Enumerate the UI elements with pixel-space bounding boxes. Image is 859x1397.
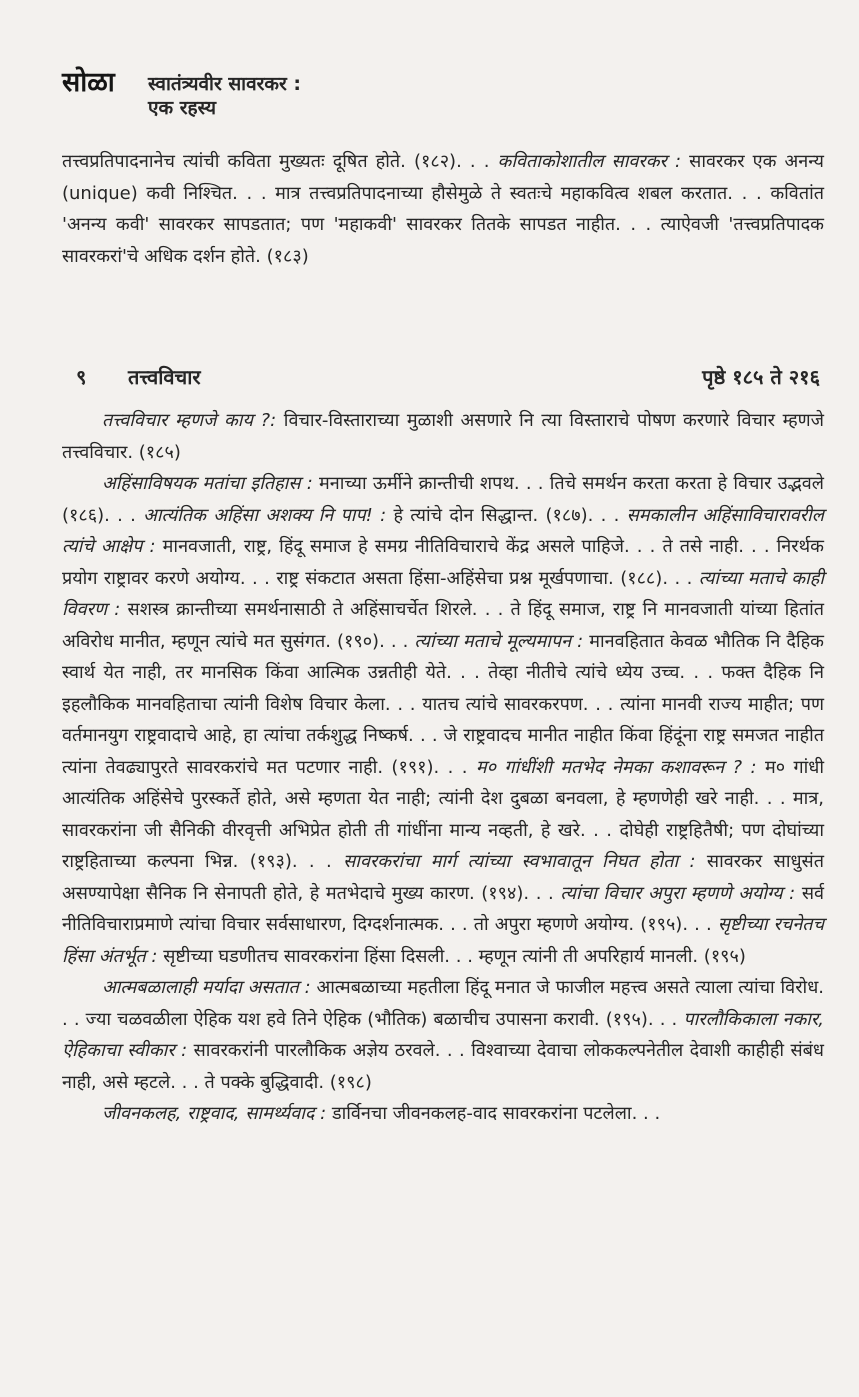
paragraph [62,972,824,1098]
section-title: तत्त्वविचार [128,365,201,389]
topic-heading-italic: अहिंसाविषयक मतांचा इतिहास : [102,473,313,494]
paragraph-run: सशस्त्र क्रान्तीच्या समर्थनासाठी ते अहिंसाचर्चेत शिरले. . . ते हिंदू समाज, राष्ट्र नि मानवजाती यांच्या हितांत अविरोध मानीत, म्हणून त्यांचे मत सुसंगत. (१९०). . . [62,599,824,652]
topic-heading-italic: आत्यंतिक अहिंसा अशक्य नि पाप! : [143,504,387,526]
topic-heading-italic: समकालीन अहिंसाविचारावरील त्यांचे आक्षेप : [62,504,824,557]
section-body [62,405,824,1130]
paragraph-run: म० गांधी आत्यंतिक अहिंसेचे पुरस्कर्ते होते, असे म्हणता येत नाही; त्यांनी देश दुबळा बनवला, हे म्हणणेही खरे नाही. . . मात्र, सावरकरांना जी सैनिकी वीरवृत्ती अभिप्रेत होती ती गांधींना मान्य नव्हती, हे खरे. . . दोघेही राष्ट्रहितैषी; पण दोघांच्या राष्ट्रहिताच्या कल्पना भिन्न. (१९३). . . [62,756,824,872]
topic-heading-italic: आत्मबळालाही मर्यादा असतात : [102,977,311,998]
paragraph [62,1098,824,1130]
paragraph-run: आत्मबळाच्या महतीला हिंदू मनात जे फाजील महत्त्व असते त्याला त्यांचा विरोध. . . ज्या चळवळीला ऐहिक यश हवे तिने ऐहिक (भौतिक) बळाचीच उपासना करावी. (१९५). . . [62,977,825,1030]
chapter-title-line-1: स्वातंत्र्यवीर सावरकर : [148,73,302,95]
intro-paragraph [62,146,824,272]
chapter-heading [62,62,302,119]
topic-heading-italic: तत्त्वविचार म्हणजे काय ?: [102,410,277,431]
topic-heading-italic: त्यांच्या मताचे काही विवरण : [62,567,824,620]
paragraph-run: सर्व नीतिविचाराप्रमाणे त्यांचा विचार सर्वसाधारण, दिग्दर्शनात्मक. . . तो अपुरा म्हणणे अयोग्य. (१९५). . . [62,882,824,935]
topic-heading-italic: सृष्टीच्या रचनेतच हिंसा अंतर्भूत : [62,914,824,967]
paragraph-run: विचार-विस्ताराच्या मुळाशी असणारे नि त्या विस्ताराचे पोषण करणारे विचार म्हणजे तत्त्वविचार. (१८५) [62,410,825,463]
intro-run: सावरकर एक अनन्य (unique) कवी निश्चित. . . मात्र तत्त्वप्रतिपादनाच्या हौसेमुळे ते स्वतःचे महाकवित्व शबल करतात. . . कवितांत 'अनन्य कवी' सावरकर सापडतात; पण 'महाकवी' सावरकर तितके सापडत नाहीत. . . त्याऐवजी 'तत्त्वप्रतिपादक सावरकरां'चे अधिक दर्शन होते. (१८३) [62,151,824,267]
paragraph [62,405,824,468]
section-page-range: पृष्ठे १८५ ते २१६ [702,365,820,389]
topic-heading-italic: जीवनकलह, राष्ट्रवाद, सामर्थ्यवाद : [102,1103,327,1124]
paragraph-run: हे त्यांचे दोन सिद्धान्त. (१८७). . . [386,504,627,526]
topic-heading-italic: सावरकरांचा मार्ग त्यांच्या स्वभावातून निघत होता : [343,851,696,872]
paragraph-run: मनाच्या ऊर्मीने क्रान्तीची शपथ. . . तिचे समर्थन करता करता हे विचार उद्भवले (१८६). . . [62,473,824,526]
topic-heading-italic: त्यांचा विचार अपुरा म्हणणे अयोग्य : [560,882,796,904]
paragraph [62,468,824,972]
paragraph-run: डार्विनचा जीवनकलह-वाद सावरकरांना पटलेला. . . [326,1103,661,1124]
paragraph-run: सृष्टीच्या घडणीतच सावरकरांना हिंसा दिसली. . . म्हणून त्यांनी ती अपरिहार्य मानली. (१९५) [157,945,746,967]
topic-heading-italic: त्यांच्या मताचे मूल्यमापन : [414,630,584,652]
chapter-title-line-2: एक रहस्य [148,97,216,119]
chapter-number: सोळा [62,67,115,98]
paragraph-run: सावरकर साधुसंत असण्यापेक्षा सैनिक नि सेनापती होते, हे मतभेदाचे मुख्य कारण. (१९४). . . [62,851,824,904]
section-number: ९ [76,365,87,389]
topic-heading-italic: पारलौकिकाला नकार, ऐहिकाचा स्वीकार : [62,1008,825,1061]
intro-run-italic: कविताकोशातील सावरकर : [497,151,682,172]
intro-run: तत्त्वप्रतिपादनानेच त्यांची कविता मुख्यतः दूषित होते. (१८२). . . [62,151,498,172]
paragraph-run: मानवहितात केवळ भौतिक नि दैहिक स्वार्थ येत नाही, तर मानसिक किंवा आत्मिक उन्नतीही येते. . . तेव्हा नीतीचे त्यांचे ध्येय उच्च. . . फक्त दैहिक नि इहलौकिक मानवहिताचा त्यांनी विशेष विचार केला. . . यातच त्यांचे सावरकरपण. . . त्यांना मानवी राज्य माहीत; पण वर्तमानयुग राष्ट्रवादाचे आहे, हा त्यांचा तर्कशुद्ध निष्कर्ष. . . जे राष्ट्रवादच मानीत नाहीत किंवा हिंदूंना राष्ट्र समजत नाहीत त्यांना तेवढ्यापुरते सावरकरांचे मत पटणार नाही. (१९१). . . [62,630,825,778]
section-heading [62,363,822,393]
topic-heading-italic: म० गांधींशी मतभेद नेमका कशावरून ? : [475,756,757,778]
paragraph-run: मानवजाती, राष्ट्र, हिंदू समाज हे समग्र नीतिविचाराचे केंद्र असले पाहिजे. . . ते तसे नाही. . . निरर्थक प्रयोग राष्ट्रावर करणे अयोग्य. . . राष्ट्र संकटात असता हिंसा-अहिंसेचा प्रश्न मूर्खपणाचा. (१८८). . . [62,536,824,589]
paragraph-run: सावरकरांनी पारलौकिक अज्ञेय ठरवले. . . विश्वाच्या देवाचा लोककल्पनेतील देवाशी काहीही संबंध नाही, असे म्हटले. . . ते पक्के बुद्धिवादी. (१९८) [62,1040,824,1093]
